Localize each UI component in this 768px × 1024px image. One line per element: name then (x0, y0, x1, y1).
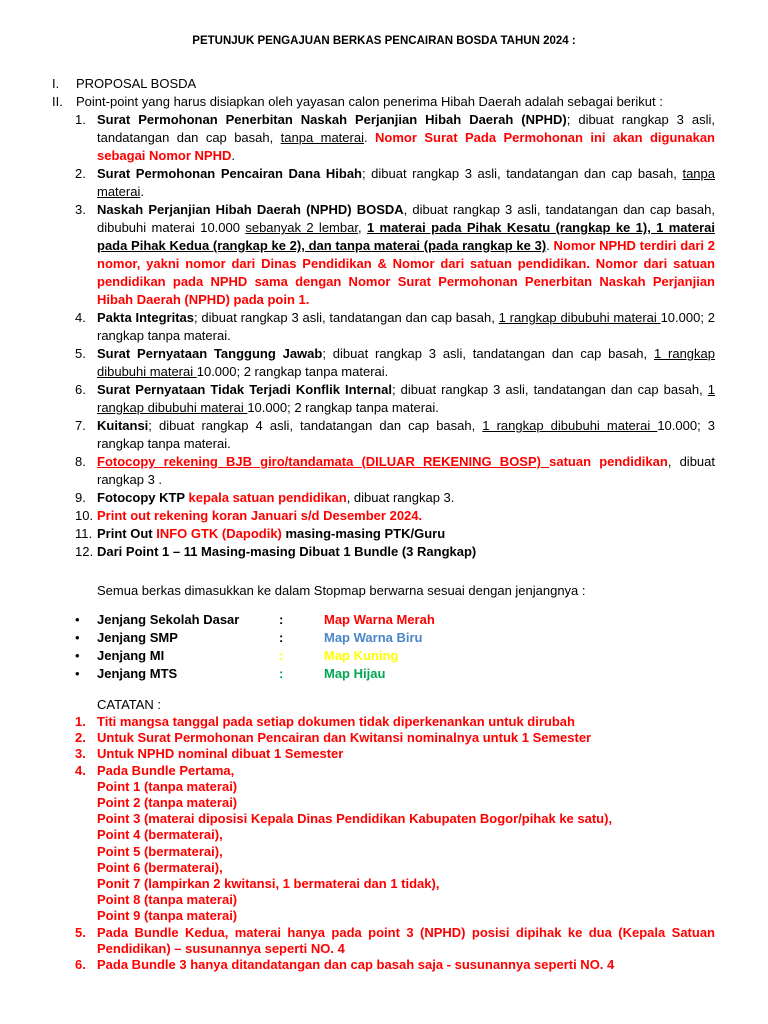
item-number: 5. (75, 346, 86, 361)
bullet-icon: • (75, 648, 80, 663)
jenjang-row (75, 665, 715, 683)
jenjang-label: Jenjang SMP (97, 630, 178, 645)
item-text: 1 materai pada Pihak Kesatu (rangkap ke 1), 1 materai pada Pihak Kedua (rangkap ke 2), dan tanpa materai (pada rangkap ke 3) (97, 220, 716, 253)
requirement-item (75, 201, 715, 309)
item-text: tanpa materai (97, 166, 715, 199)
item-text: 10.000; 2 rangkap tanpa materai. (196, 364, 389, 379)
note-subpoint: Point 2 (tanpa materai) (97, 795, 238, 811)
section-points-intro (52, 93, 732, 111)
note-number: 2. (75, 730, 86, 746)
requirement-item (75, 165, 715, 201)
requirement-item (75, 453, 715, 489)
requirement-item (75, 489, 715, 507)
item-text: Pakta Integritas (97, 310, 195, 325)
item-text: kepala satuan pendidikan (188, 490, 347, 505)
note-number: 5. (75, 924, 86, 940)
note-number: 6. (75, 957, 86, 973)
jenjang-list (75, 611, 715, 683)
item-text: ; dibuat rangkap 3 asli, tandatangan dan cap basah, (97, 112, 715, 145)
requirement-item (75, 417, 715, 453)
item-text: 10.000; 2 rangkap tanpa materai. (97, 310, 715, 343)
note-number: 4. (75, 762, 86, 778)
note-subpoint: Point 4 (bermaterai), (97, 827, 223, 843)
note-subpoint: Point 1 (tanpa materai) (97, 778, 238, 794)
note-text: Pada Bundle Kedua, materai hanya pada point 3 (NPHD) posisi dipihak ke dua (Kepala Satuan Pendidikan) – susunannya seperti NO. 4 (97, 924, 715, 956)
requirement-item (75, 381, 715, 417)
catatan-label: CATATAN : (97, 697, 162, 712)
item-text: Naskah Perjanjian Hibah Daerah (NPHD) BOSDA (97, 202, 404, 217)
item-number: 11. (75, 526, 93, 541)
jenjang-map-color: Map Warna Merah (324, 612, 435, 627)
item-text: Surat Pernyataan Tanggung Jawab (97, 346, 323, 361)
jenjang-map-color: Map Hijau (324, 666, 386, 681)
note-subpoint: Point 9 (tanpa materai) (97, 908, 238, 924)
note-item (75, 957, 715, 973)
note-text: Titi mangsa tanggal pada setiap dokumen tidak diperkenankan untuk dirubah (97, 714, 575, 729)
note-text: Pada Bundle Pertama, (97, 762, 235, 778)
item-text: Print out rekening koran Januari s/d Desember 2024. (97, 508, 423, 523)
item-text: , dibuat rangkap 3 asli, tandatangan dan cap basah, dibubuhi materai 10.000 (97, 202, 716, 235)
jenjang-label: Jenjang Sekolah Dasar (97, 612, 240, 627)
jenjang-separator: : (279, 630, 284, 645)
item-text: Surat Permohonan Pencairan Dana Hibah (97, 166, 362, 181)
note-text: Untuk Surat Permohonan Pencairan dan Kwitansi nominalnya untuk 1 Semester (97, 730, 592, 746)
note-subpoint: Point 6 (bermaterai), (97, 859, 223, 875)
item-text: ; dibuat rangkap 3 asli, tandatangan dan cap basah, (362, 166, 683, 181)
note-text: Untuk NPHD nominal dibuat 1 Semester (97, 746, 344, 762)
item-number: 2. (75, 166, 86, 181)
jenjang-label: Jenjang MTS (97, 666, 178, 681)
requirement-item (75, 111, 715, 165)
notes-list (75, 714, 715, 973)
item-text: Fotocopy rekening BJB giro/tandamata (DILUAR REKENING BOSP) (97, 454, 550, 469)
item-text: Surat Pernyataan Tidak Terjadi Konflik Internal (97, 382, 392, 397)
item-text: ; dibuat rangkap 4 asli, tandatangan dan cap basah, (148, 418, 483, 433)
requirement-item (75, 543, 715, 561)
item-text: ; dibuat rangkap 3 asli, tandatangan dan cap basah, (391, 382, 708, 397)
requirement-item (75, 507, 715, 525)
requirements-list (75, 111, 715, 561)
item-text: 1 rangkap dibubuhi materai (97, 346, 715, 379)
section-text: PROPOSAL BOSDA (76, 76, 197, 91)
note-item (75, 763, 715, 925)
jenjang-map-color: Map Kuning (324, 648, 399, 663)
item-text: 1 rangkap dibubuhi materai (498, 310, 661, 325)
note-subpoint: Ponit 7 (lampirkan 2 kwitansi, 1 bermaterai dan 1 tidak), (97, 876, 440, 892)
jenjang-map-color: Map Warna Biru (324, 630, 423, 645)
jenjang-separator: : (279, 612, 284, 627)
item-text: 10.000; 2 rangkap tanpa materai. (247, 400, 439, 415)
item-number: 7. (75, 418, 86, 433)
item-text: 1 rangkap dibubuhi materai (97, 382, 716, 415)
document-title: PETUNJUK PENGAJUAN BERKAS PENCAIRAN BOSDA TAHUN 2024 : (192, 35, 576, 47)
note-item (75, 746, 715, 762)
section-number: II. (52, 94, 63, 109)
requirement-item (75, 309, 715, 345)
jenjang-separator: : (279, 666, 284, 681)
item-number: 12. (75, 544, 94, 559)
item-text: 1 rangkap dibubuhi materai (482, 418, 658, 433)
item-number: 10. (75, 508, 94, 523)
requirement-item (75, 525, 715, 543)
item-text: Fotocopy KTP (97, 490, 189, 505)
item-text: Nomor NPHD terdiri dari 2 nomor, yakni nomor dari Dinas Pendidikan & Nomor dari satuan pendidikan. Nomor dari satuan pendidikan pada NPHD sama dengan Nomor Surat Permohonan Penerbitan Naskah Perjanjian Hibah Daerah (NPHD) pada poin 1. (97, 238, 715, 307)
item-text: masing-masing PTK/Guru (281, 526, 446, 541)
bullet-icon: • (75, 666, 80, 681)
item-text: 10.000; 3 rangkap tanpa materai. (97, 418, 715, 451)
item-text: tanpa materai (280, 130, 364, 145)
bullet-icon: • (75, 630, 80, 645)
jenjang-row (75, 647, 715, 665)
section-proposal (52, 75, 732, 93)
note-subpoint: Point 3 (materai diposisi Kepala Dinas Pendidikan Kabupaten Bogor/pihak ke satu), (97, 811, 613, 827)
note-subpoint: Point 8 (tanpa materai) (97, 892, 238, 908)
note-item (75, 714, 715, 730)
item-text: . (546, 238, 554, 253)
item-text: Dari Point 1 – 11 Masing-masing Dibuat 1 Bundle (3 Rangkap) (97, 544, 477, 559)
note-number: 1. (75, 714, 86, 729)
item-number: 8. (75, 454, 86, 469)
item-text: . (231, 148, 235, 163)
item-number: 4. (75, 310, 86, 325)
item-text: . (363, 130, 376, 145)
section-number: I. (52, 76, 60, 91)
item-text: , dibuat rangkap 3 . (97, 454, 715, 487)
note-text: Pada Bundle 3 hanya ditandatangan dan cap basah saja - susunannya seperti NO. 4 (97, 957, 615, 973)
item-text: ; dibuat rangkap 3 asli, tandatangan dan cap basah, (194, 310, 499, 325)
item-text: Print Out (97, 526, 157, 541)
item-text: Nomor Surat Pada Permohonan ini akan digunakan sebagai Nomor NPHD (97, 130, 715, 163)
stopmap-instruction: Semua berkas dimasukkan ke dalam Stopmap berwarna sesuai dengan jenjangnya : (97, 583, 586, 598)
requirement-item (75, 345, 715, 381)
bullet-icon: • (75, 612, 80, 627)
item-number: 6. (75, 382, 86, 397)
item-number: 9. (75, 490, 86, 505)
jenjang-separator: : (279, 648, 284, 663)
item-number: 3. (75, 202, 86, 217)
item-text: . (140, 184, 144, 199)
note-item (75, 925, 715, 957)
note-number: 3. (75, 746, 86, 762)
item-text: Kuitansi (97, 418, 149, 433)
item-text: , dibuat rangkap 3. (346, 490, 455, 505)
jenjang-row (75, 611, 715, 629)
item-text: sebanyak 2 lembar (245, 220, 358, 235)
item-text: INFO GTK (Dapodik) (156, 526, 282, 541)
item-number: 1. (75, 112, 86, 127)
note-subpoint: Point 5 (bermaterai), (97, 843, 223, 859)
jenjang-row (75, 629, 715, 647)
item-text: satuan pendidikan (549, 454, 668, 469)
jenjang-label: Jenjang MI (97, 648, 165, 663)
note-item (75, 730, 715, 746)
item-text: Surat Permohonan Penerbitan Naskah Perjanjian Hibah Daerah (NPHD) (97, 112, 567, 127)
item-text: , (357, 220, 367, 235)
section-text: Point-point yang harus disiapkan oleh yayasan calon penerima Hibah Daerah adalah sebagai berikut : (76, 94, 663, 109)
item-text: ; dibuat rangkap 3 asli, tandatangan dan cap basah, (322, 346, 654, 361)
